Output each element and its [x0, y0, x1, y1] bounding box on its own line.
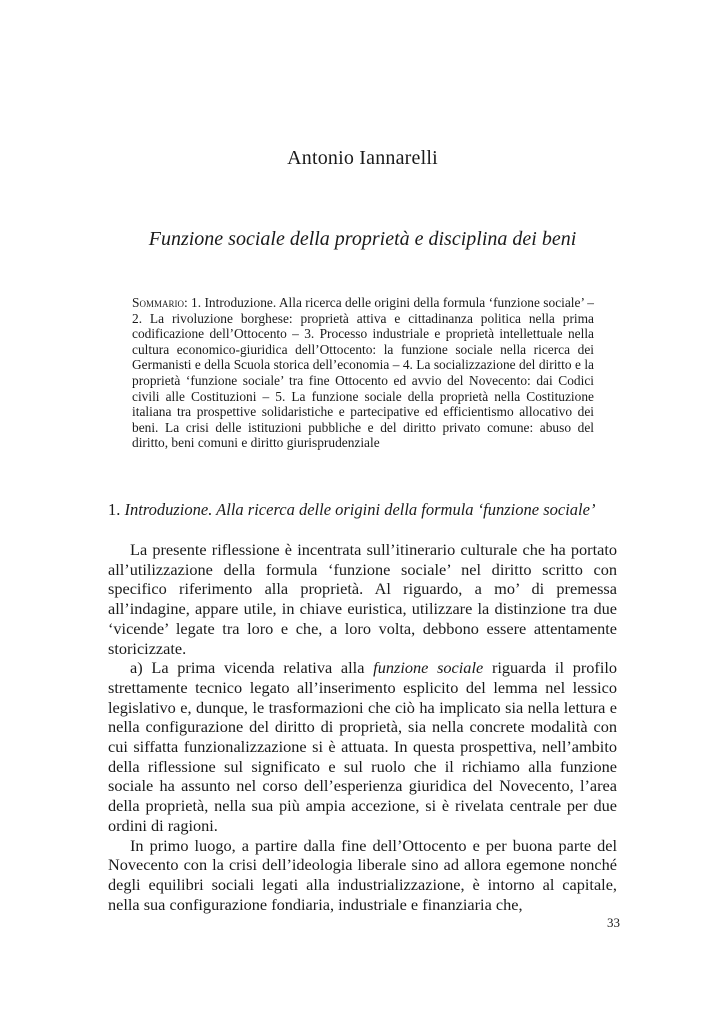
paragraph-1: La presente riflessione è incentrata sull’itinerario culturale che ha portato all’utilizzazione della formula ‘funzione sociale’ nel diritto scritto con specifico riferimento alla proprietà. Al riguardo, a mo’ di premessa all’indagine, appare utile, in chiave euristica, utilizzare la distinzione tra due ‘vicende’ legate tra loro e che, a loro volta, debbono essere attentamente storicizzate. — [108, 540, 617, 658]
section-title: Introduzione. Alla ricerca delle origini della formula ‘funzione sociale’ — [124, 500, 596, 519]
summary-lead: Sommario — [132, 295, 184, 310]
body-text — [108, 540, 617, 914]
summary-text: : 1. Introduzione. Alla ricerca delle origini della formula ‘funzione sociale’ – 2. La rivoluzione borghese: proprietà attiva e cittadinanza politica nella prima codificazione dell’Ottocento – 3. Processo industriale e proprietà intellettuale nella cultura economico-giuridica dell’Ottocento: la funzione sociale nella ricerca dei Germanisti e della Scuola storica dell’economia – 4. La socializzazione del diritto e la proprietà ‘funzione sociale’ tra fine Ottocento ed avvio del Novecento: dai Codici civili alle Costituzioni – 5. La funzione sociale della proprietà nella Costituzione italiana tra prospettive solidaristiche e partecipative ed efficientismo allocativo dei beni. La crisi delle istituzioni pubbliche e del diritto privato comune: abuso del diritto, beni comuni e diritto giurisprudenziale — [132, 295, 594, 451]
section-heading — [108, 500, 628, 520]
paragraph-2-end: riguarda il profilo strettamente tecnico legato all’inserimento esplicito del lemma nel lessico legislativo e, dunque, le trasformazioni che ciò ha implicato sia nella lettura e nella configurazione del diritto di proprietà, sia nella concrete modalità con cui siffatta funzionalizzazione si è attuata. In questa prospettiva, nell’ambito della riflessione sul significato e sul ruolo che il richiamo alla funzione sociale ha assunto nel corso dell’esperienza giuridica del Novecento, l’area della proprietà, nella sua più ampia accezione, si è rivelata centrale per due ordini di ragioni. — [108, 658, 618, 835]
paragraph-2-emphasis: funzione sociale — [373, 658, 484, 678]
paragraph-3: In primo luogo, a partire dalla fine dell’Ottocento e per buona parte del Novecento con la crisi dell’ideologia liberale sino ad allora egemone nonché degli equilibri sociali legati alla industrializzazione, è intorno al capitale, nella sua configurazione fondiaria, industriale e finanziaria che, — [108, 835, 617, 914]
page-number: 33 — [607, 915, 620, 930]
paragraph-2 — [108, 658, 617, 835]
author-name: Antonio Iannarelli — [287, 147, 438, 169]
chapter-title: Funzione sociale della proprietà e disciplina dei beni — [148, 228, 577, 250]
paragraph-2-start: a) La prima vicenda relativa alla — [130, 658, 374, 678]
summary-block — [132, 295, 594, 451]
section-number: 1. — [108, 500, 121, 519]
